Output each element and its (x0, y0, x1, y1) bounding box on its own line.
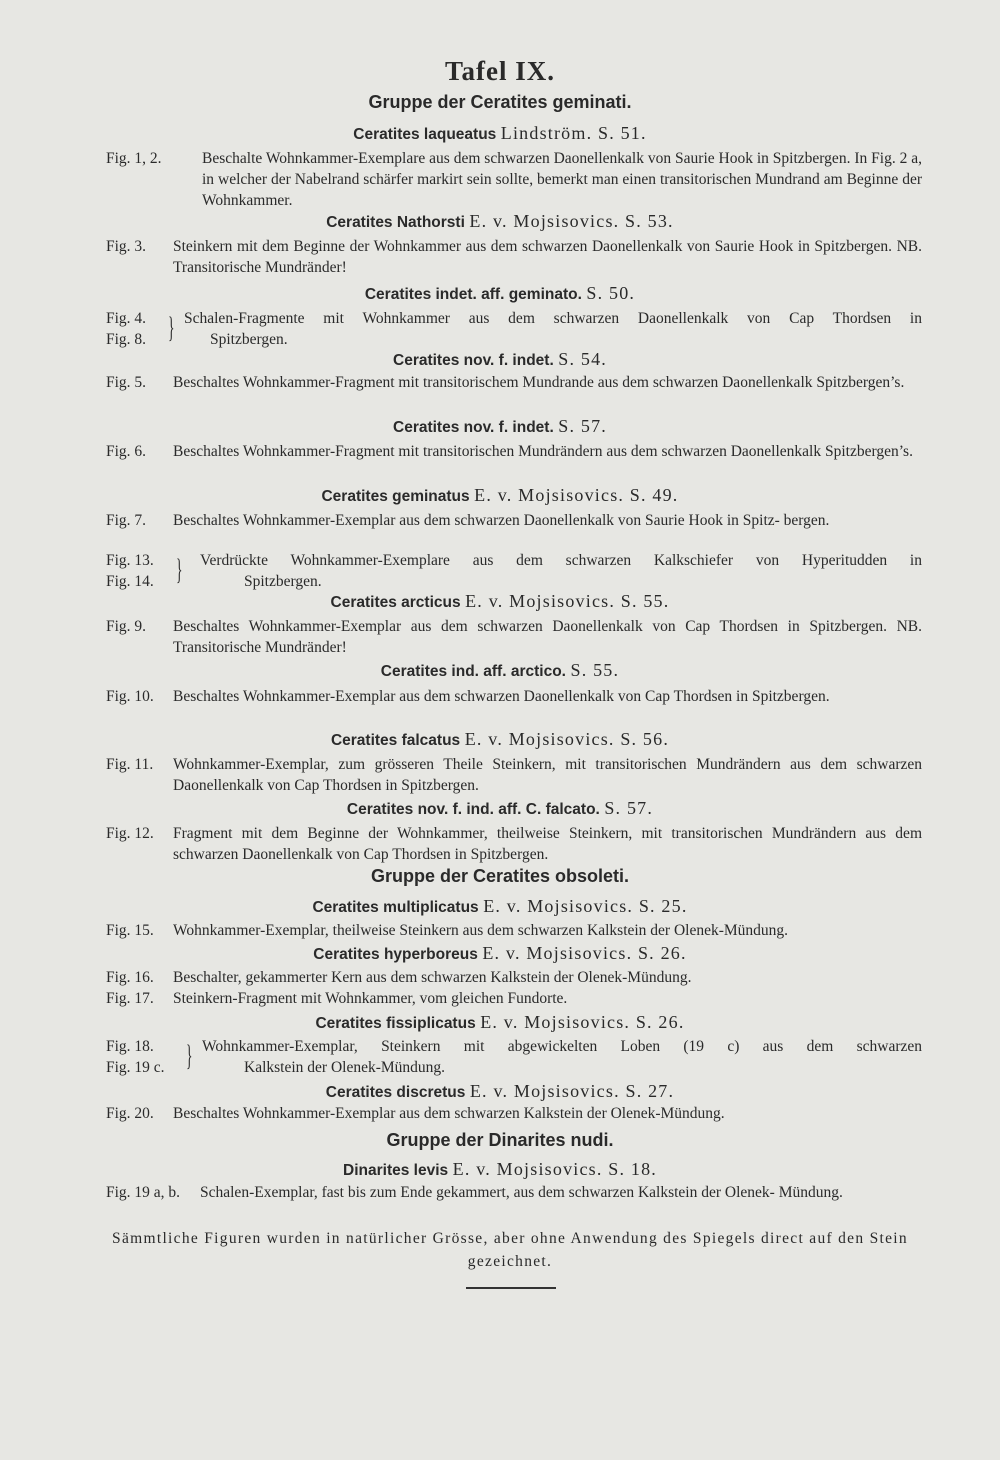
figure-description: Beschaltes Wohnkammer-Exemplar aus dem schwarzen Kalkstein der Olenek-Mündung. (173, 1105, 725, 1122)
figure-label: Fig. 18. (106, 1038, 154, 1055)
group-heading-obsoleti: Gruppe der Ceratites obsoleti. (370, 866, 630, 886)
species-heading (0, 797, 1000, 821)
figure-description: Beschalter, gekammerter Kern aus dem schwarzen Kalkstein der Olenek-Mündung. (173, 969, 692, 986)
figure-entry-bracketed (106, 550, 922, 592)
figure-description: Spitzbergen. (210, 331, 288, 348)
figure-label: Fig. 7. (106, 512, 147, 529)
figure-label: Fig. 13. (106, 552, 154, 569)
species-name: Ceratites discretus (325, 1084, 466, 1101)
figure-entry (106, 823, 922, 865)
figure-label: Fig. 5. (106, 374, 147, 391)
figure-entry (106, 510, 922, 552)
species-reference: S. 57. (558, 416, 607, 436)
figure-description: Kalkstein der Olenek-Mündung. (244, 1059, 446, 1076)
figure-description: Wohnkammer-Exemplar, theilweise Steinkern aus dem schwarzen Kalkstein der Olenek-Mündung. (173, 922, 789, 939)
species-heading (0, 1011, 1000, 1035)
figure-label: Fig. 12. (106, 825, 154, 842)
figure-entry (106, 686, 922, 728)
species-name: Ceratites indet. aff. geminato. (364, 286, 582, 303)
species-name: Ceratites nov. f. ind. aff. C. falcato. (346, 801, 600, 818)
figure-description: Spitzbergen. (244, 573, 322, 590)
species-reference: E. v. Mojsisovics. S. 55. (465, 591, 670, 611)
figure-description: Beschaltes Wohnkammer-Exemplar aus dem schwarzen Daonellenkalk von Saurie Hook in Spitz- bergen. (173, 512, 830, 529)
species-reference: E. v. Mojsisovics. S. 26. (480, 1012, 685, 1032)
species-reference: S. 57. (604, 798, 654, 818)
figure-label: Fig. 1, 2. (106, 150, 162, 167)
figure-entry (106, 1103, 922, 1124)
figure-label: Fig. 10. (106, 688, 154, 705)
figure-label: Fig. 17. (106, 990, 154, 1007)
species-heading (0, 415, 1000, 439)
species-heading (0, 590, 1000, 614)
species-heading (0, 210, 1000, 234)
species-reference: S. 55. (570, 660, 620, 680)
figure-label: Fig. 16. (106, 969, 154, 986)
species-reference: S. 50. (586, 283, 636, 303)
figure-label: Fig. 15. (106, 922, 154, 939)
species-name: Dinarites levis (343, 1162, 449, 1179)
closing-note: Sämmtliche Figuren wurden in natürlicher Grösse, aber ohne Anwendung des Spiegels direct auf den Stein gezeichnet. (112, 1230, 908, 1270)
species-heading (0, 1080, 1000, 1104)
species-reference: E. v. Mojsisovics. S. 25. (483, 896, 688, 916)
brace-icon: } (168, 311, 175, 344)
species-heading (0, 1158, 1000, 1182)
figure-entry (106, 236, 922, 278)
species-reference: S. 54. (558, 349, 607, 369)
species-heading (0, 895, 1000, 919)
species-reference: Lindström. S. 51. (500, 123, 647, 143)
figure-entry (106, 1182, 922, 1224)
figure-label: Fig. 14. (106, 573, 154, 590)
species-heading (0, 282, 1000, 306)
closing-rule (466, 1287, 556, 1289)
species-reference: E. v. Mojsisovics. S. 56. (464, 729, 670, 749)
figure-entry (106, 920, 922, 941)
species-name: Ceratites geminatus (321, 488, 470, 505)
figure-entry (106, 148, 922, 211)
species-name: Ceratites fissiplicatus (315, 1015, 476, 1032)
figure-description: Beschaltes Wohnkammer-Fragment mit transitorischen Mundrändern aus dem schwarzen Daonellenkalk Spitzbergen’s. (173, 443, 913, 460)
species-reference: E. v. Mojsisovics. S. 49. (474, 485, 679, 505)
figure-entry (106, 754, 922, 796)
figure-label: Fig. 8. (106, 331, 147, 348)
figure-description: Schalen-Exemplar, fast bis zum Ende gekammert, aus dem schwarzen Kalkstein der Olenek- Mündung. (200, 1184, 843, 1201)
species-heading (0, 484, 1000, 508)
brace-icon: } (176, 553, 183, 586)
species-heading (0, 348, 1000, 372)
figure-description: Wohnkammer-Exemplar, zum grösseren Theile Steinkern, mit transitorischen Mundrändern aus dem schwarzen Daonellenkalk von Cap Thordsen in Spitzbergen. (173, 756, 922, 794)
figure-entry (106, 616, 922, 658)
figure-entry (106, 441, 922, 483)
figure-entry (106, 988, 922, 1009)
species-reference: E. v. Mojsisovics. S. 26. (482, 943, 687, 963)
brace-icon: } (186, 1039, 193, 1072)
species-name: Ceratites ind. aff. arctico. (380, 663, 566, 680)
group-heading-nudi: Gruppe der Dinarites nudi. (386, 1130, 614, 1150)
species-heading (0, 122, 1000, 146)
figure-label: Fig. 19 a, b. (106, 1184, 181, 1201)
figure-entry (106, 372, 922, 414)
figure-description: Verdrückte Wohnkammer-Exemplare aus dem schwarzen Kalkschiefer von Hyperitudden in (200, 552, 922, 569)
species-name: Ceratites hyperboreus (313, 946, 478, 963)
figure-description: Steinkern mit dem Beginne der Wohnkammer aus dem schwarzen Daonellenkalk von Saurie Hook in Spitzbergen. NB. Transitorische Mundränder! (173, 238, 922, 276)
figure-description: Steinkern-Fragment mit Wohnkammer, vom gleichen Fundorte. (173, 990, 568, 1007)
species-reference: E. v. Mojsisovics. S. 18. (452, 1159, 657, 1179)
species-reference: E. v. Mojsisovics. S. 53. (469, 211, 674, 231)
species-name: Ceratites arcticus (330, 594, 461, 611)
species-name: Ceratites nov. f. indet. (393, 352, 554, 369)
figure-description: Wohnkammer-Exemplar, Steinkern mit abgewickelten Loben (19 c) aus dem schwarzen (202, 1038, 922, 1055)
figure-entry-bracketed (106, 308, 922, 350)
figure-description: Beschaltes Wohnkammer-Exemplar aus dem schwarzen Daonellenkalk von Cap Thordsen in Spitzbergen. (173, 688, 830, 705)
species-name: Ceratites Nathorsti (326, 214, 465, 231)
species-heading (0, 728, 1000, 752)
figure-label: Fig. 11. (106, 756, 154, 773)
group-heading-geminati: Gruppe der Ceratites geminati. (368, 92, 632, 112)
figure-description: Beschalte Wohnkammer-Exemplare aus dem schwarzen Daonellenkalk von Saurie Hook in Spitzbergen. In Fig. 2 a, in welcher der Nabelrand schärfer markirt sein sollte, bemerkt man einen transitorischen Mundrand am Beginne der Wohnkammer. (202, 150, 922, 209)
figure-label: Fig. 4. (106, 310, 147, 327)
figure-description: Fragment mit dem Beginne der Wohnkammer, theilweise Steinkern, mit transitorischen Mundrändern aus dem schwarzen Daonellenkalk von Cap Thordsen in Spitzbergen. (173, 825, 922, 863)
species-name: Ceratites nov. f. indet. (393, 419, 554, 436)
figure-description: Beschaltes Wohnkammer-Fragment mit transitorischem Mundrande aus dem schwarzen Daonellenkalk Spitzbergen’s. (173, 374, 905, 391)
figure-label: Fig. 19 c. (106, 1059, 165, 1076)
figure-entry (106, 967, 922, 988)
figure-entry-bracketed (106, 1036, 922, 1078)
plate-title: Tafel IX. (444, 56, 555, 86)
figure-label: Fig. 9. (106, 618, 147, 635)
species-heading (0, 659, 1000, 683)
species-reference: E. v. Mojsisovics. S. 27. (469, 1081, 675, 1101)
figure-label: Fig. 20. (106, 1105, 154, 1122)
species-name: Ceratites falcatus (330, 732, 461, 749)
figure-description: Beschaltes Wohnkammer-Exemplar aus dem schwarzen Daonellenkalk von Cap Thordsen in Spitzbergen. NB. Transitorische Mundränder! (173, 618, 922, 656)
figure-label: Fig. 3. (106, 238, 147, 255)
species-name: Ceratites multiplicatus (312, 899, 479, 916)
species-name: Ceratites laqueatus (353, 126, 497, 143)
species-heading (0, 942, 1000, 966)
figure-label: Fig. 6. (106, 443, 147, 460)
figure-description: Schalen-Fragmente mit Wohnkammer aus dem schwarzen Daonellenkalk von Cap Thordsen in (184, 310, 922, 327)
